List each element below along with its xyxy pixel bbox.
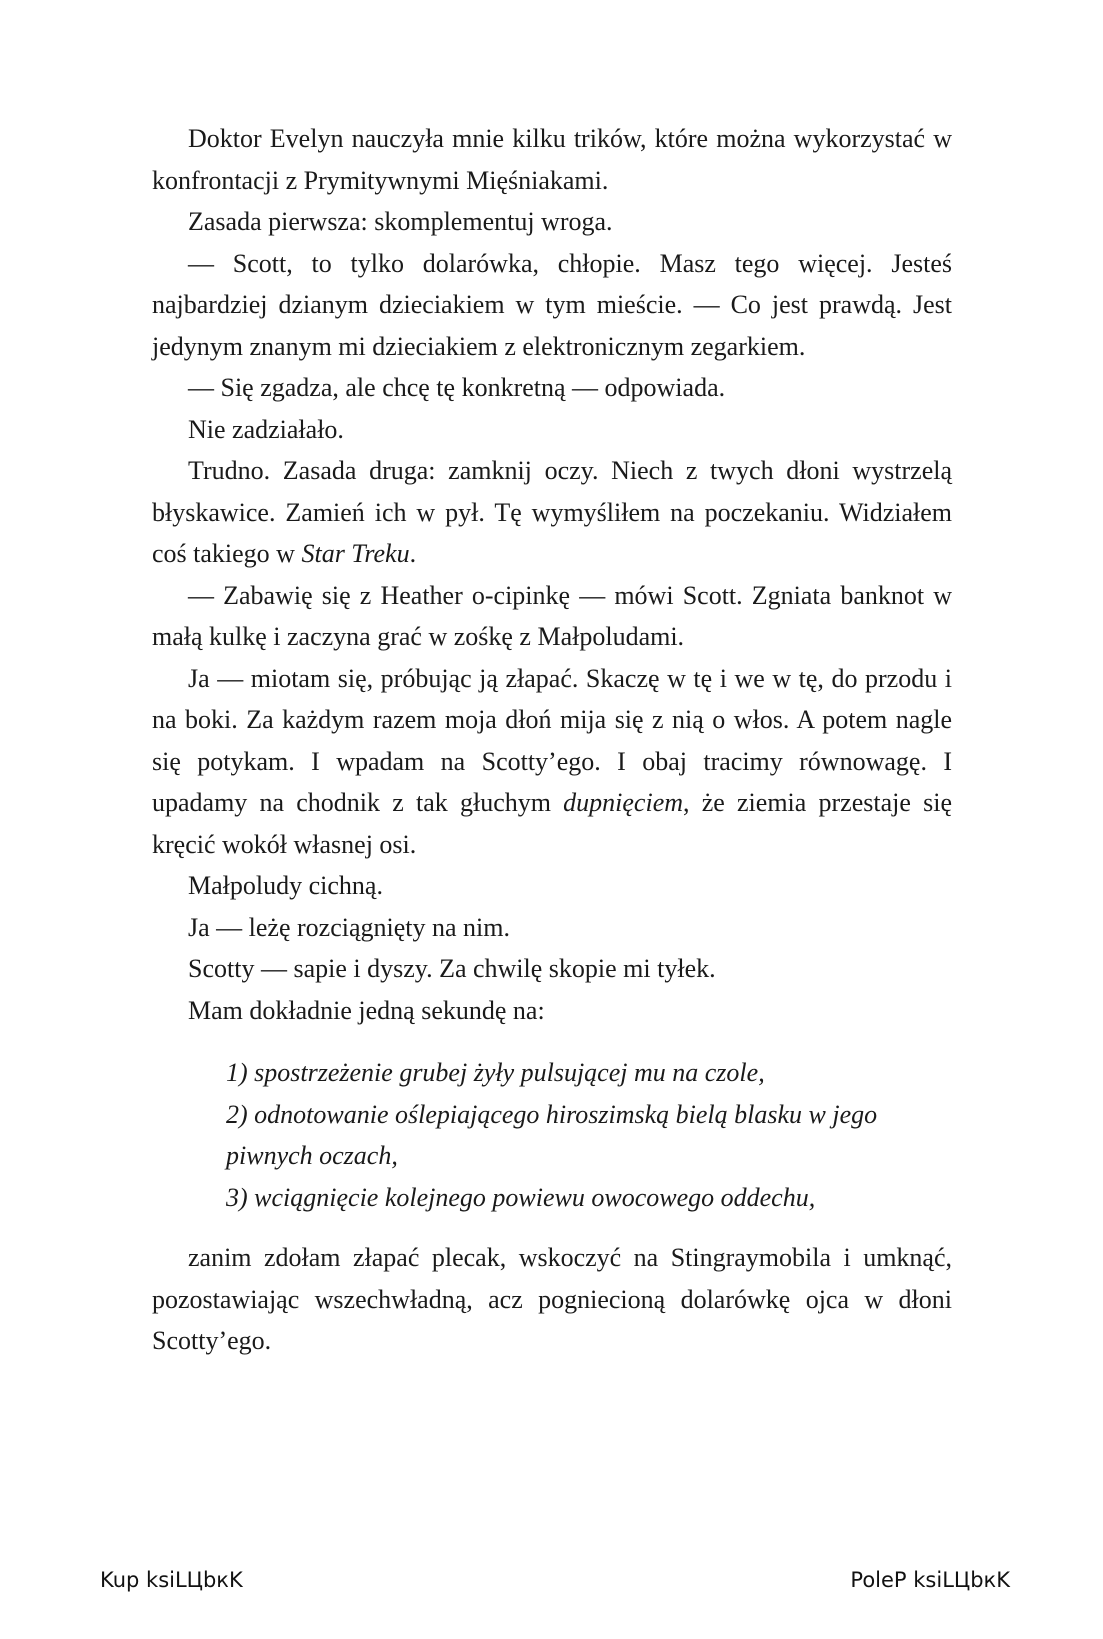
- paragraph: [152, 450, 952, 575]
- paragraph: Nie zadziałało.: [188, 414, 344, 444]
- recommend-book-link[interactable]: PoleP ksiLЦbкK: [850, 1568, 1010, 1592]
- list-item: 2) odnotowanie oślepiającego hiroszimską bielą blasku w jego piwnych oczach,: [226, 1099, 878, 1170]
- paragraph: Doktor Evelyn nauczyła mnie kilku trików, które można wykorzystać w konfrontacji z Prymitywnymi Mięśniakami.: [152, 124, 952, 195]
- paragraph: Ja — leżę rozciągnięty na nim.: [188, 912, 510, 942]
- closing-paragraph: zanim zdołam złapać plecak, wskoczyć na Stingraymobila i umknąć, pozostawiając wszechwładną, acz pogniecioną dolarówkę ojca w dłoni Scotty’ego.: [152, 1243, 952, 1355]
- paragraph: — Scott, to tylko dolarówka, chłopie. Masz tego więcej. Jesteś najbardziej dzianym dzieciakiem w tym mieście. — Co jest prawdą. Jest jedynym znanym mi dzieciakiem z elektronicznym zegarkiem.: [152, 248, 952, 361]
- paragraph-text: Widziałem coś takiego w: [152, 497, 952, 568]
- paragraph: [152, 658, 952, 866]
- paragraph: Scotty — sapie i dyszy. Za chwilę skopie mi tyłek.: [188, 954, 716, 983]
- paragraph-text: .: [409, 539, 417, 568]
- paragraph: — Zabawię się z Heather o-cipinkę — mówi Scott. Zgniata banknot w małą kulkę i zaczyna grać w zośkę z Małpoludami.: [152, 580, 952, 651]
- emphasis-text: Star Treku: [301, 539, 410, 568]
- emphasis-text: dupnięciem: [563, 788, 684, 817]
- paragraph: Małpoludy cichną.: [188, 871, 383, 900]
- paragraph-text: Trudno. Zasada druga: zamknij oczy. Niech z twych dłoni wystrzelą błyskawice. Zamień ich w pył. Tę wymyśliłem na poczekaniu.: [152, 456, 952, 527]
- paragraph-text: Ja — miotam się, próbując ją złapać. Skaczę w tę i we w tę, do przodu i na boki. Za każdym razem moja dłoń mija się z nią o włos. A potem nagle się potykam. I wpadam na Scotty’ego. I obaj tracimy równowagę. I upadamy na chodnik z tak głuchym: [152, 663, 952, 817]
- book-page: [152, 118, 952, 1362]
- list-item: 1) spostrzeżenie grubej żyły pulsującej mu na czole,: [226, 1058, 765, 1087]
- list-item: 3) wciągnięcie kolejnego powiewu owocowego oddechu,: [226, 1182, 816, 1212]
- paragraph-text: , że ziemia przestaje się kręcić wokół własnej osi.: [152, 788, 952, 859]
- buy-book-link[interactable]: Kup ksiLЦbкK: [100, 1568, 243, 1592]
- paragraph: — Się zgadza, ale chcę tę konkretną — odpowiada.: [188, 373, 726, 402]
- paragraph: Mam dokładnie jedną sekundę na:: [188, 995, 545, 1025]
- numbered-list: [152, 1052, 952, 1218]
- paragraph: Zasada pierwsza: skomplementuj wroga.: [188, 207, 613, 236]
